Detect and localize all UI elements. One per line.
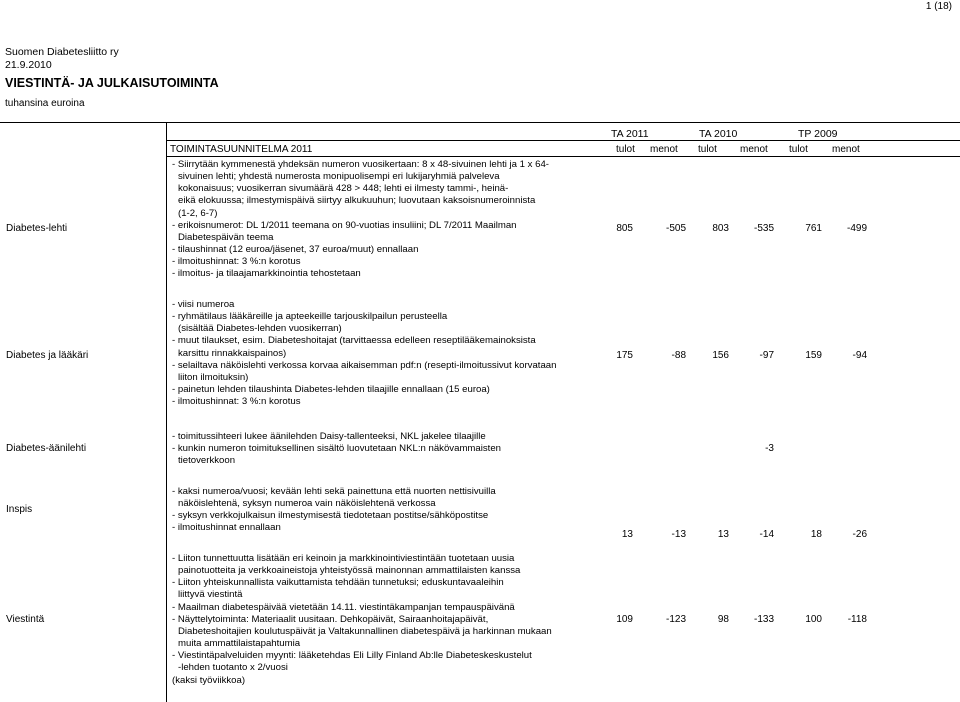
period-header-ta2011: TA 2011: [611, 128, 649, 140]
value-income-2010: 156: [712, 350, 729, 361]
description-line: eikä elokuussa; ilmestymispäivä siirtyy alkukuuhun; luovutaan kaksoisnumeroinnista: [178, 195, 536, 207]
row-label-viestinta: Viestintä: [6, 614, 45, 625]
value-expense-2011: -88: [671, 350, 686, 361]
description-line: - syksyn verkkojulkaisun ilmestymisestä tiedotetaan postitse/sähköpostitse: [172, 510, 489, 522]
value-income-2010: 98: [717, 614, 729, 625]
row-description-inspis: [172, 486, 496, 535]
description-line: sivuinen lehti; yhdestä numerosta monipuolisempi eri lukijaryhmiä palveleva: [178, 171, 500, 183]
description-line: - toimitussihteeri lukee äänilehden Daisy-tallenteeksi, NKL jakelee tilaajille: [172, 431, 486, 442]
page-number: 1 (18): [925, 1, 952, 12]
organization-name: Suomen Diabetesliitto ry: [5, 46, 119, 58]
value-expense-2011: -13: [671, 529, 686, 540]
subheader-income-2010: tulot: [698, 144, 717, 155]
subheader-expense-2011: menot: [650, 144, 678, 155]
description-line: - kunkin numeron toimituksellinen sisältö luovutetaan NKL:n näkövammaisten: [172, 443, 502, 455]
description-line: - viisi numeroa: [172, 299, 235, 310]
value-expense-2011: -123: [665, 614, 686, 625]
description-line: - Liiton tunnettuutta lisätään eri keinoin ja markkinointiviestintään tuotetaan uusia: [172, 553, 515, 564]
description-line: kokonaisuus; vuosikerran sivumäärä 428 > 448; lehti ei ilmesty tammi-, heinä-: [178, 183, 509, 195]
value-expense-2010: -535: [753, 223, 774, 234]
row-label-diabetes-lehti: Diabetes-lehti: [6, 223, 68, 234]
value-income-2010: 13: [717, 529, 729, 540]
value-income-2011: 175: [616, 350, 633, 361]
description-line: Diabetespäivän teema: [178, 231, 274, 243]
description-line: - Näyttelytoiminta: Materiaalit uusitaan. Dehkopäivät, Sairaanhoitajapäivät,: [172, 613, 489, 625]
description-line: - kaksi numeroa/vuosi; kevään lehti sekä painettuna että nuorten nettisivuilla: [172, 486, 496, 497]
description-line: - Viestintäpalveluiden myynti: lääketehdas Eli Lilly Finland Ab:lle Diabeteskeskustelut: [172, 650, 532, 662]
page-title: VIESTINTÄ- JA JULKAISUTOIMINTA: [5, 76, 219, 90]
period-header-tp2009: TP 2009: [798, 128, 838, 140]
description-line: - ilmoitushinnat ennallaan: [172, 522, 281, 534]
description-line: muita ammattilaistapahtumia: [178, 638, 301, 650]
description-line: - erikoisnumerot: DL 1/2011 teemana on 90-vuotias insuliini; DL 7/2011 Maailman: [172, 219, 517, 231]
description-line: - ilmoitushinnat: 3 %:n korotus: [172, 256, 301, 268]
description-line: näköislehtenä, syksyn numeroa vain näköislehtenä verkossa: [178, 498, 436, 510]
label-column-divider: [166, 122, 167, 702]
row-label-diabetes-aanilehti: Diabetes-äänilehti: [6, 443, 87, 454]
row-label-inspis: Inspis: [6, 504, 33, 515]
description-line: liittyvä viestintä: [178, 589, 243, 601]
document-date: 21.9.2010: [5, 59, 52, 71]
value-income-2010: 803: [712, 223, 729, 234]
header-bottom-border: [166, 156, 960, 157]
description-line: - Liiton yhteiskunnallista vaikuttamista tehdään tunnetuksi; eduskuntavaaleihin: [172, 577, 504, 589]
subheader-income-2009: tulot: [789, 144, 808, 155]
value-expense-2011: -505: [665, 223, 686, 234]
value-income-2009: 159: [805, 350, 822, 361]
row-description-diabetes-aanilehti: [172, 431, 501, 467]
description-line: (1-2, 6-7): [178, 207, 218, 219]
plan-label: TOIMINTASUUNNITELMA 2011: [170, 144, 313, 155]
description-line: (kaksi työviikkoa): [172, 674, 246, 686]
value-income-2009: 18: [810, 529, 822, 540]
row-description-diabetes-ja-laakari: [172, 299, 556, 408]
subheader-income-2011: tulot: [616, 144, 635, 155]
value-expense-2009: -118: [847, 614, 867, 625]
value-income-2009: 100: [805, 614, 822, 625]
row-description-diabetes-lehti: [172, 159, 549, 281]
row-description-viestinta: [172, 553, 552, 687]
description-line: liiton ilmoituksin): [178, 371, 249, 383]
value-expense-2010: -3: [765, 443, 774, 454]
header-divider: [166, 140, 960, 141]
value-income-2011: 13: [621, 529, 633, 540]
description-line: - Maailman diabetespäivää vietetään 14.11. viestintäkampanjan tempauspäivänä: [172, 601, 515, 613]
value-expense-2010: -14: [759, 529, 774, 540]
row-label-diabetes-ja-laakari: Diabetes ja lääkäri: [6, 350, 89, 361]
description-line: - tilaushinnat (12 euroa/jäsenet, 37 euroa/muut) ennallaan: [172, 244, 419, 256]
value-income-2009: 761: [805, 223, 822, 234]
unit-label: tuhansina euroina: [5, 98, 85, 109]
description-line: tietoverkkoon: [178, 455, 236, 467]
description-line: - muut tilaukset, esim. Diabeteshoitajat (tarvittaessa edelleen reseptilääkemainoksista: [172, 335, 536, 347]
table-top-border: [0, 122, 960, 123]
value-expense-2010: -97: [759, 350, 774, 361]
description-line: - ryhmätilaus lääkäreille ja apteekeille tarjouskilpailun perusteella: [172, 311, 448, 323]
value-income-2011: 109: [616, 614, 633, 625]
value-expense-2009: -499: [846, 223, 867, 234]
description-line: painotuotteita ja verkkoaineistoja yhteistyössä mainonnan ammattilaisten kanssa: [178, 565, 521, 577]
description-line: - painetun lehden tilaushinta Diabetes-lehden tilaajille ennallaan (15 euroa): [172, 384, 490, 396]
description-line: - Siirrytään kymmenestä yhdeksän numeron vuosikertaan: 8 x 48-sivuinen lehti ja 1 x 64-: [172, 159, 550, 170]
description-line: (sisältää Diabetes-lehden vuosikerran): [178, 323, 342, 335]
description-line: karsittu rinnakkaispainos): [178, 347, 287, 359]
value-expense-2009: -94: [852, 350, 867, 361]
description-line: -lehden tuotanto x 2/vuosi: [178, 662, 288, 674]
description-line: Diabeteshoitajien koulutuspäivät ja Valtakunnallinen diabetespäivä ja harkinnan mukaan: [178, 625, 552, 637]
description-line: - selailtava näköislehti verkossa korvaa aikaisemman pdf:n (resepti-ilmoitussivut korvataan: [172, 359, 557, 371]
value-income-2011: 805: [616, 223, 633, 234]
value-expense-2010: -133: [753, 614, 774, 625]
value-expense-2009: -26: [852, 529, 867, 540]
description-line: - ilmoitushinnat: 3 %:n korotus: [172, 396, 301, 408]
subheader-expense-2009: menot: [832, 144, 860, 155]
period-header-ta2010: TA 2010: [699, 128, 738, 140]
subheader-expense-2010: menot: [740, 144, 768, 155]
description-line: - ilmoitus- ja tilaajamarkkinointia tehostetaan: [172, 268, 361, 280]
